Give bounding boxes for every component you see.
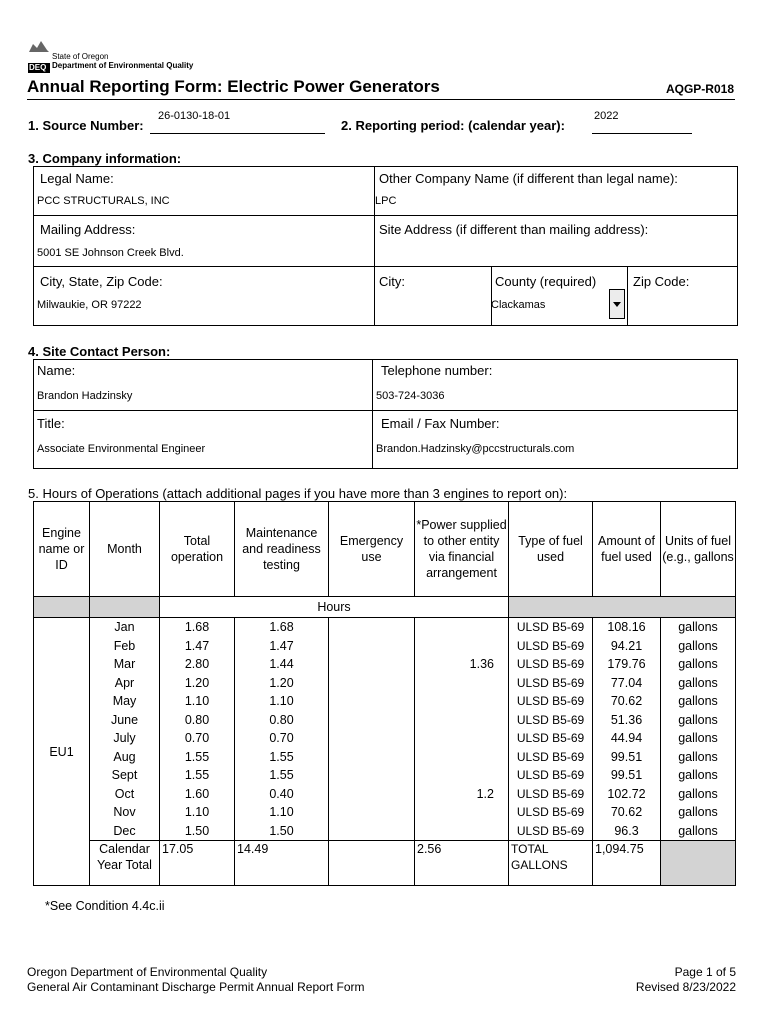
cell-emerg[interactable] (329, 729, 415, 748)
cell-maint[interactable]: 1.55 (235, 766, 329, 785)
table-row (34, 729, 736, 748)
cell-maint[interactable]: 1.50 (235, 822, 329, 841)
contact-name-field[interactable]: Brandon Hadzinsky (37, 390, 133, 402)
footer-left (27, 965, 364, 995)
legal-name-field[interactable]: PCC STRUCTURALS, INC (37, 195, 170, 207)
cell-fuel[interactable]: ULSD B5-69 (509, 674, 593, 693)
table-row (34, 785, 736, 804)
header-month: Month (90, 502, 160, 597)
cell-total[interactable]: 1.20 (160, 674, 235, 693)
telephone-field[interactable]: 503-724-3036 (376, 390, 445, 402)
total-units-blank (661, 841, 736, 886)
header-fuel-amount: Amount of fuel used (593, 502, 661, 597)
cell-fuel[interactable]: ULSD B5-69 (509, 655, 593, 674)
cell-power[interactable] (415, 637, 509, 656)
cell-units[interactable]: gallons (661, 711, 736, 730)
table-row (34, 692, 736, 711)
cell-emerg[interactable] (329, 618, 415, 637)
revision-date: Revised 8/23/2022 (635, 980, 736, 994)
cell-units[interactable]: gallons (661, 655, 736, 674)
cell-maint[interactable]: 1.20 (235, 674, 329, 693)
cell-total[interactable]: 1.55 (160, 748, 235, 767)
cell-maint[interactable]: 1.44 (235, 655, 329, 674)
total-fuel: TOTAL GALLONS (509, 841, 593, 886)
table-row (34, 637, 736, 656)
mailing-address-label: Mailing Address: (40, 222, 136, 237)
cell-maint[interactable]: 0.40 (235, 785, 329, 804)
cell-emerg[interactable] (329, 822, 415, 841)
zip-code-label: Zip Code: (633, 274, 690, 289)
header-power-supplied: *Power supplied to other entity via financial arrangement (415, 502, 509, 597)
engine-id[interactable]: EU1 (34, 618, 90, 886)
cell-units[interactable]: gallons (661, 803, 736, 822)
cell-maint[interactable]: 1.10 (235, 803, 329, 822)
cell-units[interactable]: gallons (661, 822, 736, 841)
logo-text: DEQ (29, 63, 47, 72)
cell-month: Dec (90, 822, 160, 841)
cell-emerg[interactable] (329, 674, 415, 693)
agency-name (52, 52, 193, 70)
other-name-label: Other Company Name (if different than legal name): (379, 171, 678, 186)
table-row (34, 822, 736, 841)
cell-amount[interactable]: 96.3 (593, 822, 661, 841)
cell-emerg[interactable] (329, 655, 415, 674)
contact-title-field[interactable]: Associate Environmental Engineer (37, 443, 206, 455)
cell-month: May (90, 692, 160, 711)
cell-month: Oct (90, 785, 160, 804)
total-power[interactable]: 2.56 (415, 841, 509, 886)
total-emerg[interactable] (329, 841, 415, 886)
table-row (34, 655, 736, 674)
page-number: Page 1 of 5 (674, 965, 736, 979)
cell-power[interactable] (415, 674, 509, 693)
cell-month: Mar (90, 655, 160, 674)
cell-emerg[interactable] (329, 692, 415, 711)
header-maintenance: Maintenance and readiness testing (235, 502, 329, 597)
form-code: AQGP-R018 (665, 82, 734, 96)
city-label: City: (379, 274, 405, 289)
cell-emerg[interactable] (329, 637, 415, 656)
site-address-label: Site Address (if different than mailing address): (379, 222, 649, 237)
cell-amount[interactable]: 77.04 (593, 674, 661, 693)
cell-power[interactable] (415, 729, 509, 748)
cell-units[interactable]: gallons (661, 729, 736, 748)
cell-month: Aug (90, 748, 160, 767)
other-name-field[interactable]: LPC (375, 195, 397, 207)
county-label: County (required) (495, 274, 597, 289)
table-row (34, 618, 736, 637)
company-info-box (33, 166, 738, 326)
table-row (34, 766, 736, 785)
cell-month: Sept (90, 766, 160, 785)
footer-agency: Oregon Department of Environmental Quality (27, 965, 268, 979)
source-number-line (150, 133, 325, 134)
header-fuel-type: Type of fuel used (509, 502, 593, 597)
cell-month: Jan (90, 618, 160, 637)
cell-fuel[interactable]: ULSD B5-69 (509, 785, 593, 804)
header-emergency: Emergency use (329, 502, 415, 597)
cell-total[interactable]: 1.60 (160, 785, 235, 804)
cell-total[interactable]: 2.80 (160, 655, 235, 674)
table-row (34, 748, 736, 767)
cell-amount[interactable]: 108.16 (593, 618, 661, 637)
cell-fuel[interactable]: ULSD B5-69 (509, 748, 593, 767)
cell-fuel[interactable]: ULSD B5-69 (509, 692, 593, 711)
cell-power[interactable]: 1.36 (415, 655, 509, 674)
cell-amount[interactable]: 70.62 (593, 692, 661, 711)
cell-maint[interactable]: 1.55 (235, 748, 329, 767)
table-row (34, 674, 736, 693)
cell-amount[interactable]: 70.62 (593, 803, 661, 822)
cell-amount[interactable]: 51.36 (593, 711, 661, 730)
page-title: Annual Reporting Form: Electric Power Generators (27, 77, 440, 96)
table-row (34, 711, 736, 730)
cell-month: June (90, 711, 160, 730)
header-total: Total operation (160, 502, 235, 597)
cell-emerg[interactable] (329, 711, 415, 730)
cell-fuel[interactable]: ULSD B5-69 (509, 766, 593, 785)
cell-amount[interactable]: 94.21 (593, 637, 661, 656)
contact-box (33, 359, 738, 469)
agency-line2: Department of Environmental Quality (52, 61, 194, 70)
agency-line1: State of Oregon (52, 52, 109, 61)
total-total[interactable]: 17.05 (160, 841, 235, 886)
cell-amount[interactable]: 179.76 (593, 655, 661, 674)
cell-power[interactable] (415, 766, 509, 785)
cell-total[interactable]: 1.47 (160, 637, 235, 656)
cell-month: July (90, 729, 160, 748)
contact-name-label: Name: (37, 363, 76, 378)
cell-fuel[interactable]: ULSD B5-69 (509, 711, 593, 730)
county-dropdown-button[interactable] (609, 289, 625, 319)
title-divider (27, 99, 735, 100)
cell-power[interactable] (415, 822, 509, 841)
cell-fuel[interactable]: ULSD B5-69 (509, 618, 593, 637)
header-fuel-units: Units of fuel (e.g., gallons (661, 502, 736, 597)
cell-power[interactable] (415, 803, 509, 822)
footnote: *See Condition 4.4c.ii (45, 899, 165, 913)
cell-maint[interactable]: 0.80 (235, 711, 329, 730)
cell-maint[interactable]: 1.68 (235, 618, 329, 637)
cell-power[interactable]: 1.2 (415, 785, 509, 804)
cell-units[interactable]: gallons (661, 748, 736, 767)
email-label: Email / Fax Number: (381, 416, 500, 431)
hours-units-row (34, 597, 736, 618)
cell-fuel[interactable]: ULSD B5-69 (509, 803, 593, 822)
cell-total[interactable]: 1.55 (160, 766, 235, 785)
cell-units[interactable]: gallons (661, 692, 736, 711)
contact-title-label: Title: (37, 416, 65, 431)
source-number-label: 1. Source Number: (28, 118, 144, 133)
reporting-period-label: 2. Reporting period: (calendar year): (341, 118, 565, 133)
cell-total[interactable]: 0.80 (160, 711, 235, 730)
cell-emerg[interactable] (329, 785, 415, 804)
cell-total[interactable]: 1.10 (160, 692, 235, 711)
cell-month: Nov (90, 803, 160, 822)
cell-amount[interactable]: 44.94 (593, 729, 661, 748)
cell-total[interactable]: 1.50 (160, 822, 235, 841)
city-state-zip-field[interactable]: Milwaukie, OR 97222 (37, 299, 142, 311)
cell-fuel[interactable]: ULSD B5-69 (509, 822, 593, 841)
county-select[interactable]: Clackamas (491, 299, 546, 311)
cell-maint[interactable]: 1.10 (235, 692, 329, 711)
hours-section-label: 5. Hours of Operations (attach additional pages if you have more than 3 engines to report on): (28, 486, 568, 501)
cell-amount[interactable]: 99.51 (593, 766, 661, 785)
cell-power[interactable] (415, 748, 509, 767)
cell-total[interactable]: 0.70 (160, 729, 235, 748)
hours-table (33, 501, 736, 886)
footer-form-name: General Air Contaminant Discharge Permit Annual Report Form (27, 980, 365, 994)
reporting-period-value[interactable]: 2022 (594, 110, 619, 122)
cell-units[interactable]: gallons (661, 618, 736, 637)
cell-maint[interactable]: 0.70 (235, 729, 329, 748)
cell-total[interactable]: 1.10 (160, 803, 235, 822)
cell-units[interactable]: gallons (661, 785, 736, 804)
footer-right (636, 965, 736, 995)
cell-units[interactable]: gallons (661, 637, 736, 656)
hours-units-label: Hours (160, 597, 509, 618)
cell-amount[interactable]: 102.72 (593, 785, 661, 804)
company-section-label: 3. Company information: (28, 151, 182, 166)
reporting-period-line (592, 133, 692, 134)
cell-maint[interactable]: 1.47 (235, 637, 329, 656)
total-amount[interactable]: 1,094.75 (593, 841, 661, 886)
cell-fuel[interactable]: ULSD B5-69 (509, 729, 593, 748)
legal-name-label: Legal Name: (40, 171, 114, 186)
cell-units[interactable]: gallons (661, 766, 736, 785)
cell-total[interactable]: 1.68 (160, 618, 235, 637)
contact-section-label: 4. Site Contact Person: (28, 344, 171, 359)
total-maint[interactable]: 14.49 (235, 841, 329, 886)
header-engine: Engine name or ID (34, 502, 90, 597)
hours-header-row (34, 502, 736, 597)
cell-fuel[interactable]: ULSD B5-69 (509, 637, 593, 656)
cell-units[interactable]: gallons (661, 674, 736, 693)
cell-month: Apr (90, 674, 160, 693)
email-field[interactable]: Brandon.Hadzinsky@pccstructurals.com (376, 443, 575, 455)
cell-emerg[interactable] (329, 803, 415, 822)
total-label: Calendar Year Total (90, 841, 160, 886)
cell-power[interactable] (415, 711, 509, 730)
cell-month: Feb (90, 637, 160, 656)
telephone-label: Telephone number: (381, 363, 493, 378)
mailing-address-field[interactable]: 5001 SE Johnson Creek Blvd. (37, 247, 184, 259)
totals-row (34, 841, 736, 886)
cell-emerg[interactable] (329, 748, 415, 767)
cell-emerg[interactable] (329, 766, 415, 785)
cell-power[interactable] (415, 618, 509, 637)
table-row (34, 803, 736, 822)
chevron-down-icon (613, 302, 621, 307)
cell-power[interactable] (415, 692, 509, 711)
agency-logo (28, 38, 228, 76)
source-number-value[interactable]: 26-0130-18-01 (158, 110, 231, 122)
city-state-zip-label: City, State, Zip Code: (40, 274, 163, 289)
cell-amount[interactable]: 99.51 (593, 748, 661, 767)
